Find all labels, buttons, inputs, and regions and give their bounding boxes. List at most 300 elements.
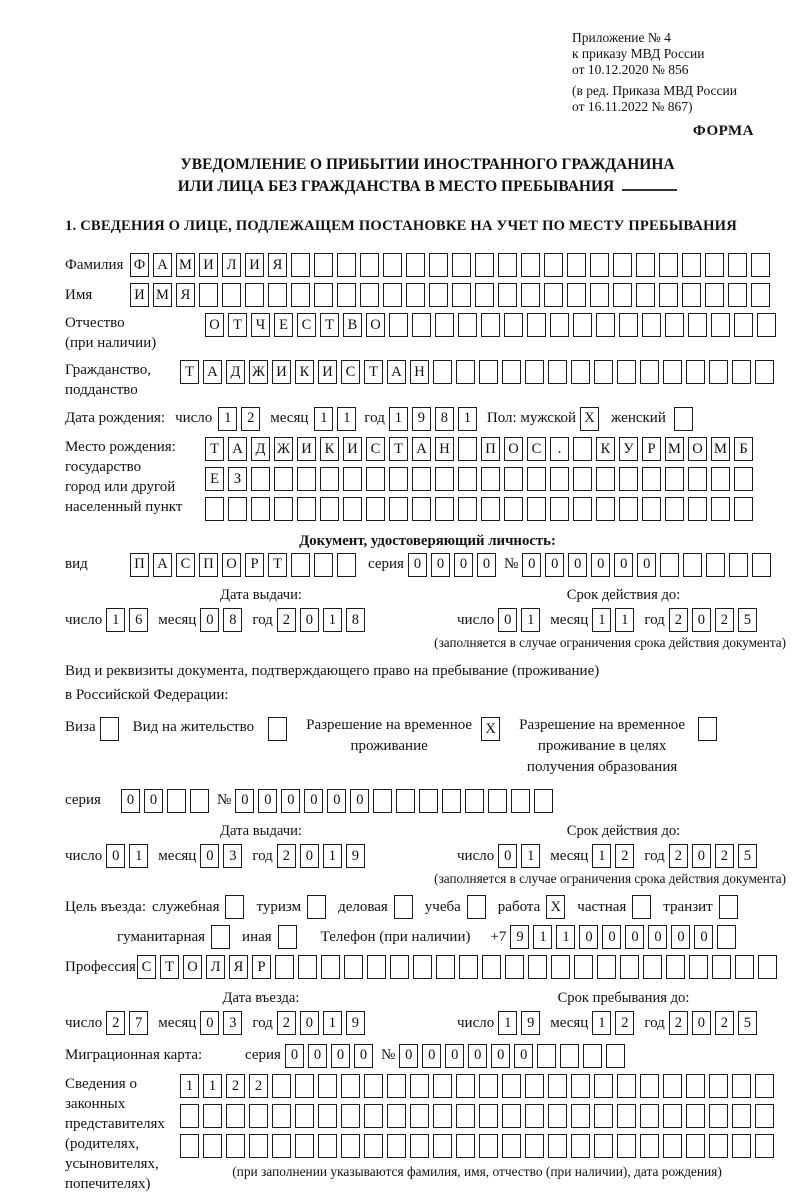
char-cell[interactable] [734, 467, 753, 491]
char-cell[interactable] [465, 789, 484, 813]
char-cell[interactable] [663, 360, 682, 384]
char-cell[interactable] [663, 1104, 682, 1128]
char-cell[interactable] [688, 467, 707, 491]
char-cell[interactable] [442, 789, 461, 813]
char-cell[interactable] [594, 1074, 613, 1098]
char-cell[interactable] [249, 1104, 268, 1128]
char-cell[interactable]: Ж [274, 437, 293, 461]
char-cell[interactable]: 0 [422, 1044, 441, 1068]
char-cell[interactable]: 1 [106, 608, 125, 632]
char-cell[interactable] [642, 497, 661, 521]
char-cell[interactable]: X [580, 407, 599, 431]
char-cell[interactable]: Ж [249, 360, 268, 384]
char-cell[interactable]: 0 [327, 789, 346, 813]
char-cell[interactable]: У [619, 437, 638, 461]
char-cell[interactable]: 0 [637, 553, 656, 577]
char-cell[interactable] [291, 283, 310, 307]
char-cell[interactable] [594, 1104, 613, 1128]
char-cell[interactable] [640, 1104, 659, 1128]
char-cell[interactable]: 1 [323, 1011, 342, 1035]
char-cell[interactable] [429, 283, 448, 307]
char-cell[interactable]: X [546, 895, 565, 919]
char-cell[interactable] [551, 955, 570, 979]
char-cell[interactable] [360, 253, 379, 277]
char-cell[interactable]: 1 [556, 925, 575, 949]
char-cell[interactable] [573, 437, 592, 461]
char-cell[interactable]: О [183, 955, 202, 979]
char-cell[interactable]: Л [222, 253, 241, 277]
char-cell[interactable] [245, 283, 264, 307]
char-cell[interactable] [617, 1074, 636, 1098]
char-cell[interactable]: 8 [346, 608, 365, 632]
char-cell[interactable]: . [550, 437, 569, 461]
char-cell[interactable] [683, 553, 702, 577]
char-cell[interactable] [467, 895, 486, 919]
char-cell[interactable] [573, 313, 592, 337]
char-cell[interactable] [709, 360, 728, 384]
char-cell[interactable] [640, 1134, 659, 1158]
char-cell[interactable] [674, 407, 693, 431]
char-cell[interactable] [550, 497, 569, 521]
char-cell[interactable] [665, 497, 684, 521]
char-cell[interactable] [366, 497, 385, 521]
char-cell[interactable]: 1 [592, 608, 611, 632]
char-cell[interactable] [728, 253, 747, 277]
char-cell[interactable]: Я [268, 253, 287, 277]
char-cell[interactable]: 0 [300, 1011, 319, 1035]
char-cell[interactable] [314, 283, 333, 307]
char-cell[interactable] [571, 1134, 590, 1158]
char-cell[interactable] [320, 467, 339, 491]
char-cell[interactable] [389, 313, 408, 337]
char-cell[interactable]: 1 [218, 407, 237, 431]
char-cell[interactable] [597, 955, 616, 979]
char-cell[interactable]: 2 [615, 844, 634, 868]
char-cell[interactable] [479, 360, 498, 384]
char-cell[interactable]: Ф [130, 253, 149, 277]
char-cell[interactable] [571, 1104, 590, 1128]
char-cell[interactable] [320, 497, 339, 521]
char-cell[interactable] [205, 497, 224, 521]
char-cell[interactable] [665, 467, 684, 491]
char-cell[interactable] [475, 253, 494, 277]
char-cell[interactable] [222, 283, 241, 307]
char-cell[interactable] [548, 1074, 567, 1098]
char-cell[interactable] [394, 895, 413, 919]
char-cell[interactable] [458, 313, 477, 337]
char-cell[interactable] [436, 955, 455, 979]
char-cell[interactable] [211, 925, 230, 949]
char-cell[interactable] [225, 895, 244, 919]
char-cell[interactable]: 0 [350, 789, 369, 813]
char-cell[interactable] [711, 313, 730, 337]
char-cell[interactable]: 0 [568, 553, 587, 577]
char-cell[interactable]: 0 [408, 553, 427, 577]
char-cell[interactable]: Д [226, 360, 245, 384]
char-cell[interactable] [594, 1134, 613, 1158]
char-cell[interactable] [504, 497, 523, 521]
char-cell[interactable] [688, 313, 707, 337]
char-cell[interactable] [525, 360, 544, 384]
char-cell[interactable]: 8 [435, 407, 454, 431]
char-cell[interactable] [571, 360, 590, 384]
char-cell[interactable] [272, 1074, 291, 1098]
char-cell[interactable] [412, 497, 431, 521]
char-cell[interactable]: И [318, 360, 337, 384]
char-cell[interactable] [728, 283, 747, 307]
char-cell[interactable] [502, 1104, 521, 1128]
char-cell[interactable]: О [504, 437, 523, 461]
char-cell[interactable]: 0 [445, 1044, 464, 1068]
char-cell[interactable] [729, 553, 748, 577]
char-cell[interactable] [502, 360, 521, 384]
char-cell[interactable] [297, 467, 316, 491]
char-cell[interactable] [383, 283, 402, 307]
char-cell[interactable] [640, 360, 659, 384]
char-cell[interactable] [458, 467, 477, 491]
char-cell[interactable] [341, 1074, 360, 1098]
char-cell[interactable]: О [688, 437, 707, 461]
char-cell[interactable] [689, 955, 708, 979]
char-cell[interactable]: 1 [180, 1074, 199, 1098]
char-cell[interactable]: 0 [281, 789, 300, 813]
char-cell[interactable]: 3 [223, 1011, 242, 1035]
char-cell[interactable] [412, 467, 431, 491]
char-cell[interactable]: 2 [715, 844, 734, 868]
char-cell[interactable]: 0 [614, 553, 633, 577]
char-cell[interactable] [295, 1074, 314, 1098]
char-cell[interactable]: 1 [521, 844, 540, 868]
char-cell[interactable] [488, 789, 507, 813]
char-cell[interactable] [435, 497, 454, 521]
char-cell[interactable]: И [343, 437, 362, 461]
char-cell[interactable]: 0 [477, 553, 496, 577]
char-cell[interactable]: К [295, 360, 314, 384]
char-cell[interactable] [732, 1104, 751, 1128]
char-cell[interactable] [705, 253, 724, 277]
char-cell[interactable] [435, 313, 454, 337]
char-cell[interactable] [640, 1074, 659, 1098]
char-cell[interactable] [203, 1134, 222, 1158]
char-cell[interactable] [481, 467, 500, 491]
char-cell[interactable] [682, 283, 701, 307]
char-cell[interactable]: Л [206, 955, 225, 979]
char-cell[interactable] [452, 253, 471, 277]
char-cell[interactable] [318, 1104, 337, 1128]
char-cell[interactable] [548, 360, 567, 384]
char-cell[interactable] [732, 1134, 751, 1158]
char-cell[interactable] [387, 1104, 406, 1128]
char-cell[interactable] [343, 497, 362, 521]
char-cell[interactable]: Н [410, 360, 429, 384]
char-cell[interactable]: А [412, 437, 431, 461]
char-cell[interactable]: 5 [738, 1011, 757, 1035]
char-cell[interactable]: 0 [648, 925, 667, 949]
char-cell[interactable] [429, 253, 448, 277]
char-cell[interactable] [596, 497, 615, 521]
char-cell[interactable] [758, 955, 777, 979]
char-cell[interactable] [712, 955, 731, 979]
char-cell[interactable]: 2 [226, 1074, 245, 1098]
char-cell[interactable]: Е [205, 467, 224, 491]
char-cell[interactable] [590, 283, 609, 307]
char-cell[interactable] [249, 1134, 268, 1158]
char-cell[interactable] [364, 1074, 383, 1098]
char-cell[interactable] [251, 467, 270, 491]
char-cell[interactable]: 0 [692, 608, 711, 632]
char-cell[interactable]: 0 [144, 789, 163, 813]
char-cell[interactable]: М [153, 283, 172, 307]
char-cell[interactable] [709, 1134, 728, 1158]
char-cell[interactable] [527, 467, 546, 491]
char-cell[interactable]: 2 [277, 1011, 296, 1035]
char-cell[interactable]: 1 [498, 1011, 517, 1035]
char-cell[interactable] [291, 253, 310, 277]
char-cell[interactable]: 2 [249, 1074, 268, 1098]
char-cell[interactable]: Т [320, 313, 339, 337]
char-cell[interactable] [567, 283, 586, 307]
char-cell[interactable] [583, 1044, 602, 1068]
char-cell[interactable]: 0 [522, 553, 541, 577]
char-cell[interactable]: С [297, 313, 316, 337]
char-cell[interactable] [341, 1104, 360, 1128]
char-cell[interactable]: 0 [200, 844, 219, 868]
char-cell[interactable]: Е [274, 313, 293, 337]
char-cell[interactable]: 0 [121, 789, 140, 813]
char-cell[interactable] [479, 1104, 498, 1128]
char-cell[interactable]: 1 [533, 925, 552, 949]
char-cell[interactable] [735, 955, 754, 979]
char-cell[interactable] [527, 313, 546, 337]
char-cell[interactable]: 0 [399, 1044, 418, 1068]
char-cell[interactable] [511, 789, 530, 813]
char-cell[interactable] [686, 1134, 705, 1158]
char-cell[interactable] [364, 1104, 383, 1128]
char-cell[interactable] [373, 789, 392, 813]
char-cell[interactable]: Р [245, 553, 264, 577]
char-cell[interactable]: С [527, 437, 546, 461]
char-cell[interactable]: 1 [203, 1074, 222, 1098]
char-cell[interactable] [620, 955, 639, 979]
char-cell[interactable]: 2 [715, 1011, 734, 1035]
char-cell[interactable]: О [222, 553, 241, 577]
char-cell[interactable]: Т [205, 437, 224, 461]
char-cell[interactable] [521, 283, 540, 307]
char-cell[interactable]: 0 [692, 844, 711, 868]
char-cell[interactable]: 0 [300, 608, 319, 632]
char-cell[interactable]: А [203, 360, 222, 384]
char-cell[interactable]: 9 [346, 1011, 365, 1035]
char-cell[interactable] [606, 1044, 625, 1068]
char-cell[interactable] [318, 1134, 337, 1158]
char-cell[interactable]: 5 [738, 608, 757, 632]
char-cell[interactable]: 0 [468, 1044, 487, 1068]
char-cell[interactable] [167, 789, 186, 813]
char-cell[interactable]: Д [251, 437, 270, 461]
char-cell[interactable] [387, 1074, 406, 1098]
char-cell[interactable]: С [137, 955, 156, 979]
char-cell[interactable]: М [711, 437, 730, 461]
char-cell[interactable]: А [153, 253, 172, 277]
char-cell[interactable] [390, 955, 409, 979]
char-cell[interactable]: 0 [498, 844, 517, 868]
char-cell[interactable] [617, 1104, 636, 1128]
char-cell[interactable]: 0 [498, 608, 517, 632]
char-cell[interactable]: 1 [521, 608, 540, 632]
char-cell[interactable] [537, 1044, 556, 1068]
char-cell[interactable] [228, 497, 247, 521]
char-cell[interactable] [291, 553, 310, 577]
char-cell[interactable]: К [320, 437, 339, 461]
char-cell[interactable] [711, 497, 730, 521]
char-cell[interactable] [755, 360, 774, 384]
char-cell[interactable]: Т [160, 955, 179, 979]
char-cell[interactable] [705, 283, 724, 307]
char-cell[interactable] [528, 955, 547, 979]
char-cell[interactable] [412, 313, 431, 337]
char-cell[interactable]: Т [389, 437, 408, 461]
char-cell[interactable] [298, 955, 317, 979]
char-cell[interactable] [686, 1104, 705, 1128]
char-cell[interactable] [458, 497, 477, 521]
char-cell[interactable] [505, 955, 524, 979]
char-cell[interactable] [755, 1134, 774, 1158]
char-cell[interactable] [274, 467, 293, 491]
char-cell[interactable] [534, 789, 553, 813]
char-cell[interactable] [226, 1104, 245, 1128]
char-cell[interactable]: 2 [615, 1011, 634, 1035]
char-cell[interactable]: 0 [692, 1011, 711, 1035]
char-cell[interactable]: И [297, 437, 316, 461]
char-cell[interactable]: 0 [625, 925, 644, 949]
char-cell[interactable] [757, 313, 776, 337]
char-cell[interactable] [659, 253, 678, 277]
char-cell[interactable] [663, 1134, 682, 1158]
char-cell[interactable] [364, 1134, 383, 1158]
char-cell[interactable]: П [199, 553, 218, 577]
char-cell[interactable] [752, 553, 771, 577]
char-cell[interactable] [521, 253, 540, 277]
char-cell[interactable]: 2 [669, 1011, 688, 1035]
char-cell[interactable]: 2 [241, 407, 260, 431]
char-cell[interactable]: З [228, 467, 247, 491]
char-cell[interactable] [711, 467, 730, 491]
char-cell[interactable] [475, 283, 494, 307]
char-cell[interactable] [617, 1134, 636, 1158]
char-cell[interactable] [734, 313, 753, 337]
char-cell[interactable] [203, 1104, 222, 1128]
char-cell[interactable]: С [341, 360, 360, 384]
char-cell[interactable] [498, 253, 517, 277]
char-cell[interactable] [686, 360, 705, 384]
char-cell[interactable]: И [199, 253, 218, 277]
char-cell[interactable] [527, 497, 546, 521]
char-cell[interactable]: 1 [337, 407, 356, 431]
char-cell[interactable] [544, 253, 563, 277]
char-cell[interactable] [525, 1104, 544, 1128]
char-cell[interactable]: В [343, 313, 362, 337]
char-cell[interactable] [275, 955, 294, 979]
char-cell[interactable]: М [665, 437, 684, 461]
char-cell[interactable] [548, 1104, 567, 1128]
char-cell[interactable] [590, 253, 609, 277]
char-cell[interactable]: 0 [258, 789, 277, 813]
char-cell[interactable] [410, 1074, 429, 1098]
char-cell[interactable]: 1 [389, 407, 408, 431]
char-cell[interactable]: 1 [323, 844, 342, 868]
char-cell[interactable] [100, 717, 119, 741]
char-cell[interactable] [419, 789, 438, 813]
char-cell[interactable]: 9 [346, 844, 365, 868]
char-cell[interactable]: 9 [521, 1011, 540, 1035]
char-cell[interactable] [456, 360, 475, 384]
char-cell[interactable] [307, 895, 326, 919]
char-cell[interactable]: 0 [308, 1044, 327, 1068]
char-cell[interactable]: 0 [694, 925, 713, 949]
char-cell[interactable] [383, 253, 402, 277]
char-cell[interactable]: А [228, 437, 247, 461]
char-cell[interactable]: Т [268, 553, 287, 577]
char-cell[interactable] [596, 467, 615, 491]
char-cell[interactable] [732, 1074, 751, 1098]
char-cell[interactable] [544, 283, 563, 307]
char-cell[interactable]: И [245, 253, 264, 277]
char-cell[interactable] [643, 955, 662, 979]
char-cell[interactable]: 0 [454, 553, 473, 577]
char-cell[interactable]: 0 [431, 553, 450, 577]
char-cell[interactable]: 2 [106, 1011, 125, 1035]
char-cell[interactable]: Р [252, 955, 271, 979]
char-cell[interactable] [666, 955, 685, 979]
char-cell[interactable] [755, 1104, 774, 1128]
char-cell[interactable] [751, 283, 770, 307]
char-cell[interactable] [613, 253, 632, 277]
char-cell[interactable] [452, 283, 471, 307]
char-cell[interactable]: Я [176, 283, 195, 307]
char-cell[interactable] [389, 467, 408, 491]
char-cell[interactable] [502, 1074, 521, 1098]
char-cell[interactable]: 0 [602, 925, 621, 949]
char-cell[interactable]: М [176, 253, 195, 277]
char-cell[interactable] [272, 1104, 291, 1128]
char-cell[interactable] [318, 1074, 337, 1098]
char-cell[interactable]: 0 [491, 1044, 510, 1068]
char-cell[interactable] [389, 497, 408, 521]
char-cell[interactable] [632, 895, 651, 919]
char-cell[interactable] [366, 467, 385, 491]
char-cell[interactable] [459, 955, 478, 979]
char-cell[interactable] [337, 553, 356, 577]
char-cell[interactable] [550, 467, 569, 491]
char-cell[interactable] [619, 313, 638, 337]
char-cell[interactable]: О [366, 313, 385, 337]
char-cell[interactable] [435, 467, 454, 491]
char-cell[interactable]: И [272, 360, 291, 384]
char-cell[interactable]: К [596, 437, 615, 461]
char-cell[interactable]: 1 [314, 407, 333, 431]
char-cell[interactable] [314, 553, 333, 577]
char-cell[interactable]: 0 [300, 844, 319, 868]
char-cell[interactable] [594, 360, 613, 384]
char-cell[interactable] [755, 1074, 774, 1098]
char-cell[interactable]: 2 [669, 844, 688, 868]
char-cell[interactable] [734, 497, 753, 521]
char-cell[interactable]: 0 [200, 608, 219, 632]
char-cell[interactable]: 1 [129, 844, 148, 868]
char-cell[interactable] [360, 283, 379, 307]
char-cell[interactable] [498, 283, 517, 307]
char-cell[interactable]: 0 [514, 1044, 533, 1068]
